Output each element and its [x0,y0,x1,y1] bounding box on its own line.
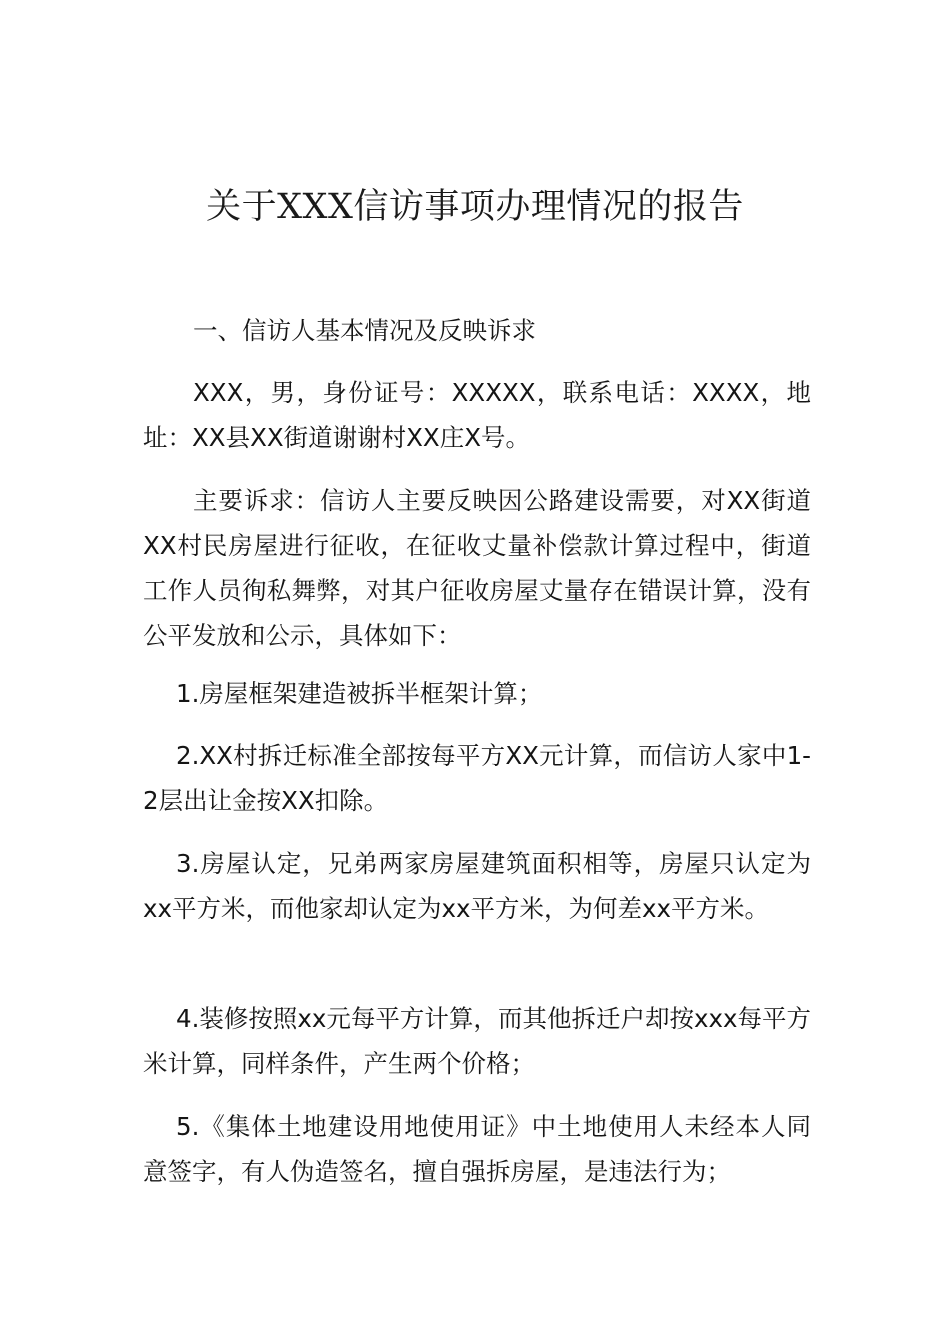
main-request-block [143,478,811,658]
person-info-paragraph: XXX，男，身份证号：XXXXX，联系电话：XXXX，地址：XX县XX街道谢谢村XX庄X号。 [143,378,811,452]
list-item-5-block [143,1104,811,1194]
list-item-1-block [143,671,811,716]
list-item: 2.XX村拆迁标准全部按每平方XX元计算，而信访人家中1-2层出让金按XX扣除。 [143,741,811,815]
list-item: 4.装修按照xx元每平方计算，而其他拆迁户却按xxx每平方米计算，同样条件，产生两个价格； [143,1004,811,1078]
document-title: 关于XXX信访事项办理情况的报告 [206,187,744,227]
list-item: 5.《集体土地建设用地使用证》中土地使用人未经本人同意签字，有人伪造签名，擅自强拆房屋，是违法行为； [143,1112,811,1186]
list-item-4-block [143,996,811,1086]
list-item: 3.房屋认定，兄弟两家房屋建筑面积相等，房屋只认定为xx平方米，而他家却认定为xx平方米，为何差xx平方米。 [143,849,811,923]
list-item-3-block [143,841,811,931]
list-item: 1.房屋框架建造被拆半框架计算； [176,679,543,708]
person-info-block [143,370,811,460]
section-heading-block [143,308,811,353]
main-request-paragraph: 主要诉求：信访人主要反映因公路建设需要，对XX街道XX村民房屋进行征收，在征收丈量补偿款计算过程中，街道工作人员徇私舞弊，对其户征收房屋丈量存在错误计算，没有公平发放和公示，具体如下： [143,486,811,650]
list-item-2-block [143,733,811,823]
section-heading: 一、信访人基本情况及反映诉求 [193,316,536,345]
